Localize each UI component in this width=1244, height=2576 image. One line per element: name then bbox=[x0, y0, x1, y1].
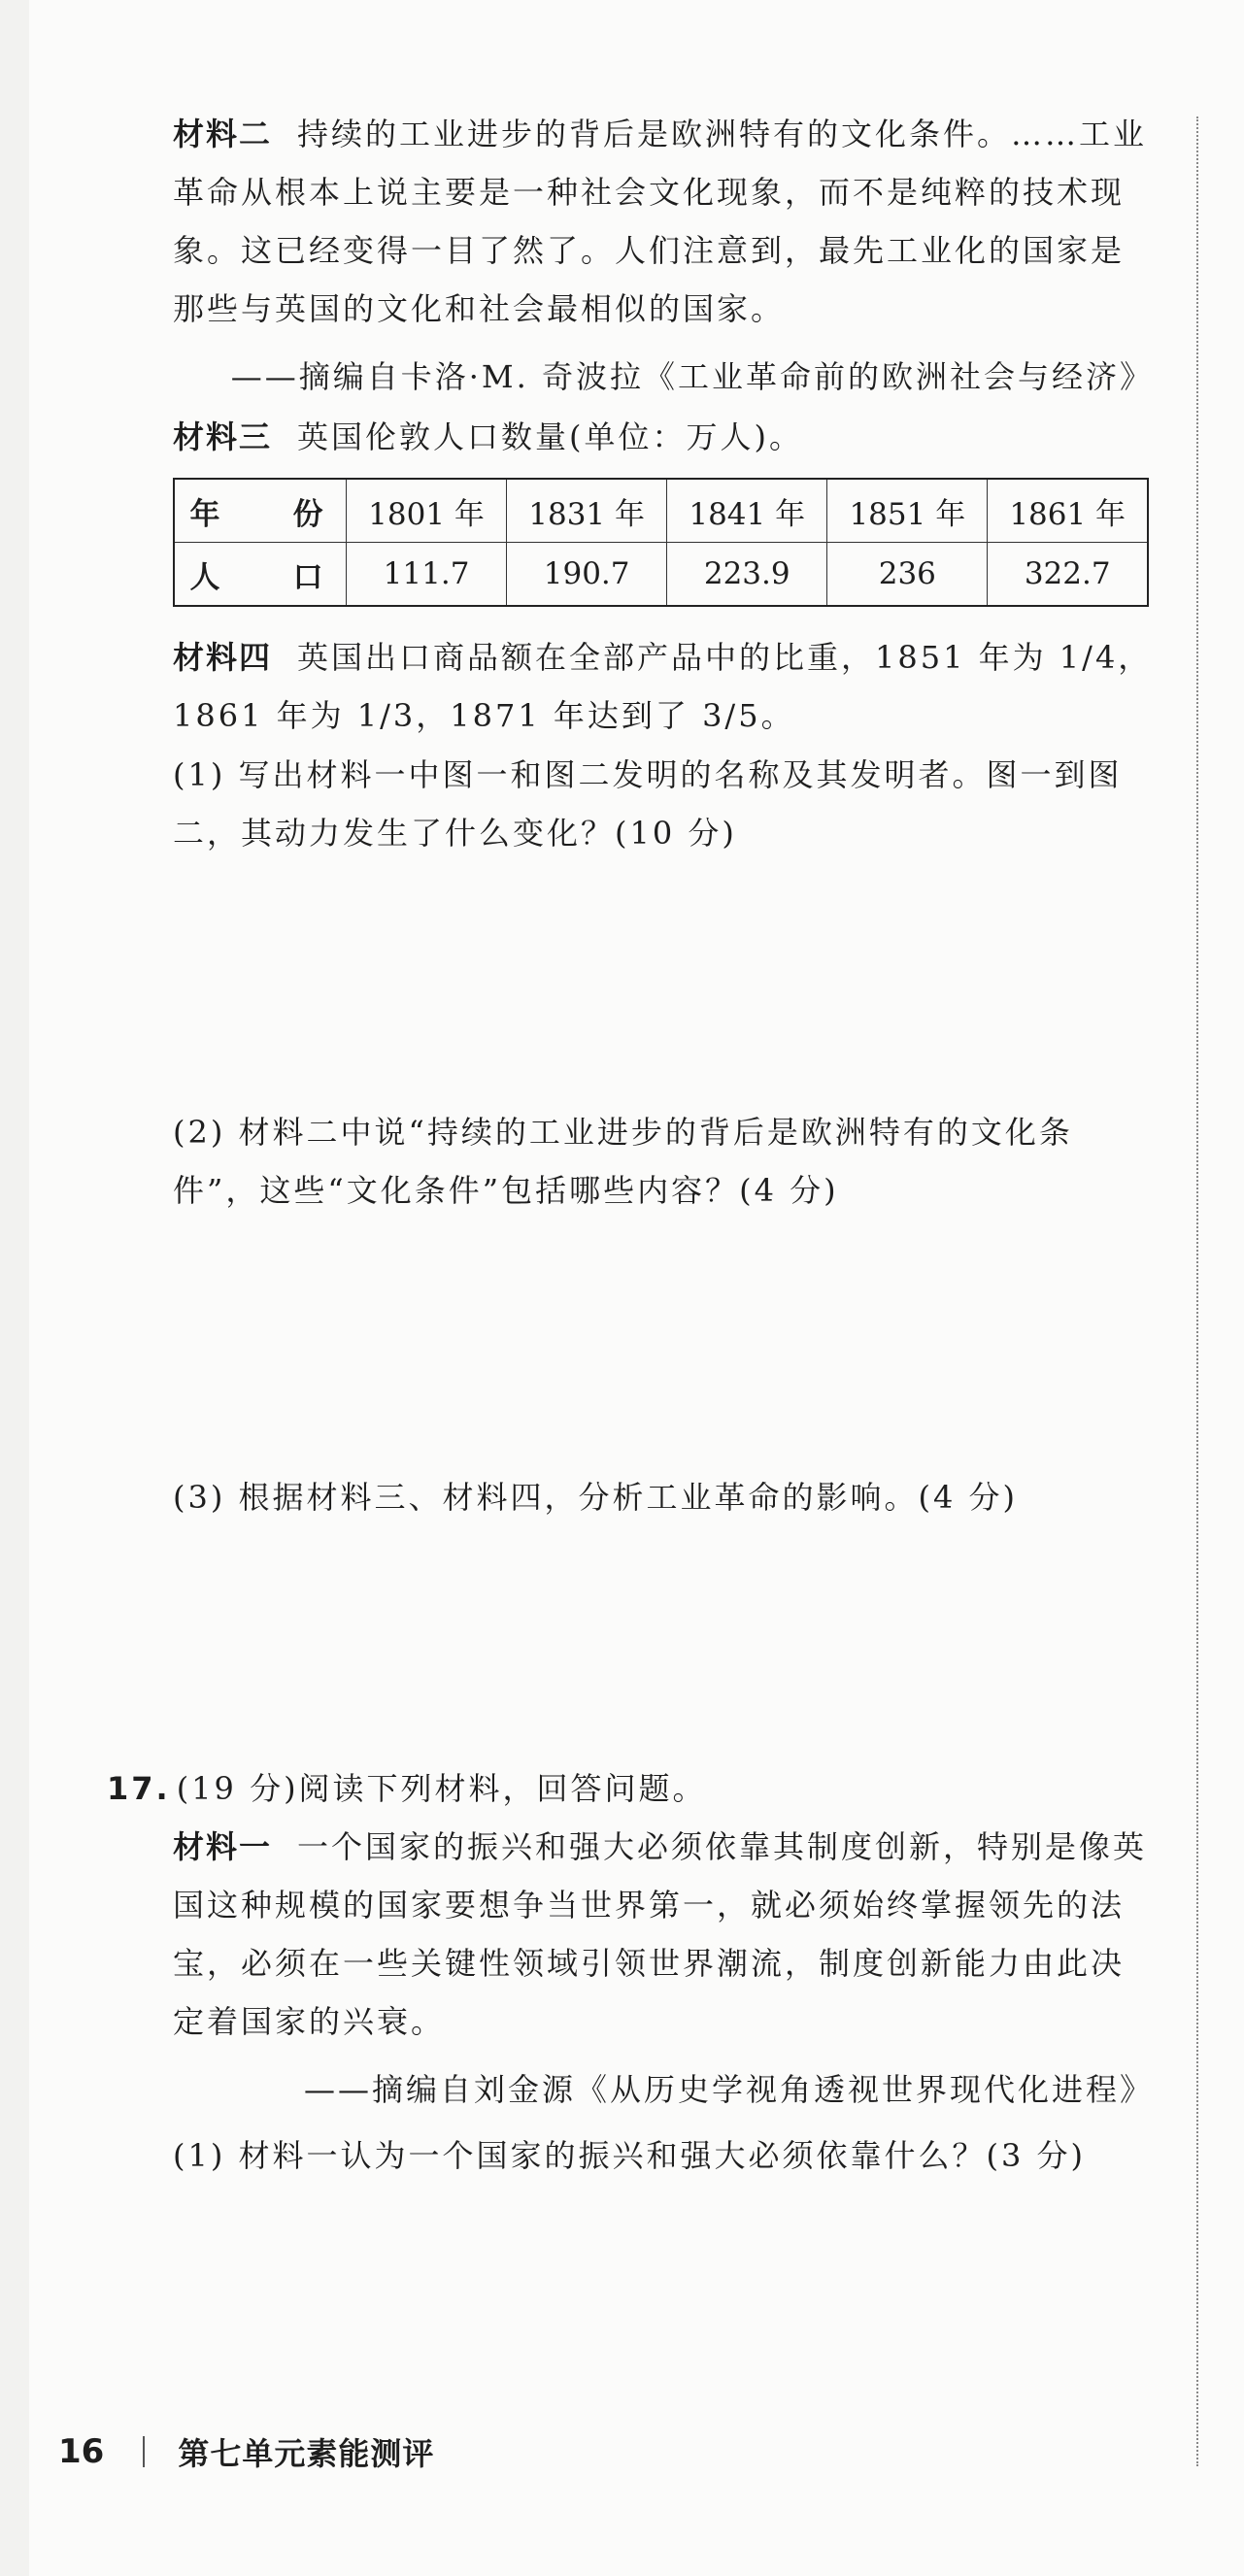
table-cell: 322.7 bbox=[988, 543, 1148, 607]
q17-material-1 bbox=[173, 1818, 1154, 2051]
q17-material-1-label: 材料一 bbox=[173, 1828, 273, 1865]
material-4 bbox=[173, 628, 1154, 745]
material-3 bbox=[173, 408, 1154, 466]
table-cell: 1831 年 bbox=[507, 479, 667, 543]
material-3-text: 英国伦敦人口数量(单位：万人)。 bbox=[297, 418, 803, 455]
binding-dotted-line bbox=[1196, 117, 1198, 2466]
table-row-year bbox=[174, 479, 1148, 543]
q17-number: 17. bbox=[107, 1770, 171, 1807]
q17-stem bbox=[107, 1759, 1156, 1818]
table-cell: 1841 年 bbox=[667, 479, 827, 543]
q16-sub3: (3) 根据材料三、材料四，分析工业革命的影响。(4 分) bbox=[173, 1479, 1019, 1516]
material-2 bbox=[173, 105, 1154, 338]
table-cell: 223.9 bbox=[667, 543, 827, 607]
page-footer bbox=[58, 2427, 434, 2476]
footer-divider bbox=[143, 2436, 145, 2467]
q16-sub2: (2) 材料二中说“持续的工业进步的背后是欧洲特有的文化条件”，这些“文化条件”包括哪些内容？(4 分) bbox=[173, 1114, 1073, 1209]
table-cell: 111.7 bbox=[347, 543, 507, 607]
material-3-label: 材料三 bbox=[173, 418, 273, 455]
table-cell: 1861 年 bbox=[988, 479, 1148, 543]
table-cell: 1801 年 bbox=[347, 479, 507, 543]
population-table bbox=[173, 478, 1149, 607]
q17-stem-text: (19 分)阅读下列材料，回答问题。 bbox=[176, 1770, 707, 1807]
q17-material-1-source: ——摘编自刘金源《从历史学视角透视世界现代化进程》 bbox=[303, 2071, 1154, 2108]
unit-title: 第七单元素能测评 bbox=[178, 2435, 435, 2472]
page-number: 16 bbox=[58, 2432, 105, 2471]
table-cell: 236 bbox=[827, 543, 988, 607]
q17-material-1-text: 一个国家的振兴和强大必须依靠其制度创新，特别是像英国这种规模的国家要想争当世界第一，就必须始终掌握领先的法宝，必须在一些关键性领域引领世界潮流，制度创新能力由此决定着国家的兴衰。 bbox=[173, 1828, 1148, 2040]
material-4-text: 英国出口商品额在全部产品中的比重，1851 年为 1/4，1861 年为 1/3，1871 年达到了 3/5。 bbox=[173, 639, 1153, 734]
material-2-label: 材料二 bbox=[173, 116, 273, 152]
table-cell: 1851 年 bbox=[827, 479, 988, 543]
table-cell: 190.7 bbox=[507, 543, 667, 607]
material-4-label: 材料四 bbox=[173, 639, 273, 676]
material-2-source: ——摘编自卡洛·M. 奇波拉《工业革命前的欧洲社会与经济》 bbox=[230, 358, 1154, 395]
q16-sub1: (1) 写出材料一中图一和图二发明的名称及其发明者。图一到图二，其动力发生了什么变化？(10 分) bbox=[173, 756, 1123, 852]
table-row-population bbox=[174, 543, 1148, 607]
material-2-text: 持续的工业进步的背后是欧洲特有的文化条件。……工业革命从根本上说主要是一种社会文化现象，而不是纯粹的技术现象。这已经变得一目了然了。人们注意到，最先工业化的国家是那些与英国的文化和社会最相似的国家。 bbox=[173, 116, 1148, 327]
q17-sub1: (1) 材料一认为一个国家的振兴和强大必须依靠什么？(3 分) bbox=[173, 2137, 1087, 2174]
row-header-year: 年 份 bbox=[174, 479, 347, 543]
row-header-population: 人 口 bbox=[174, 543, 347, 607]
